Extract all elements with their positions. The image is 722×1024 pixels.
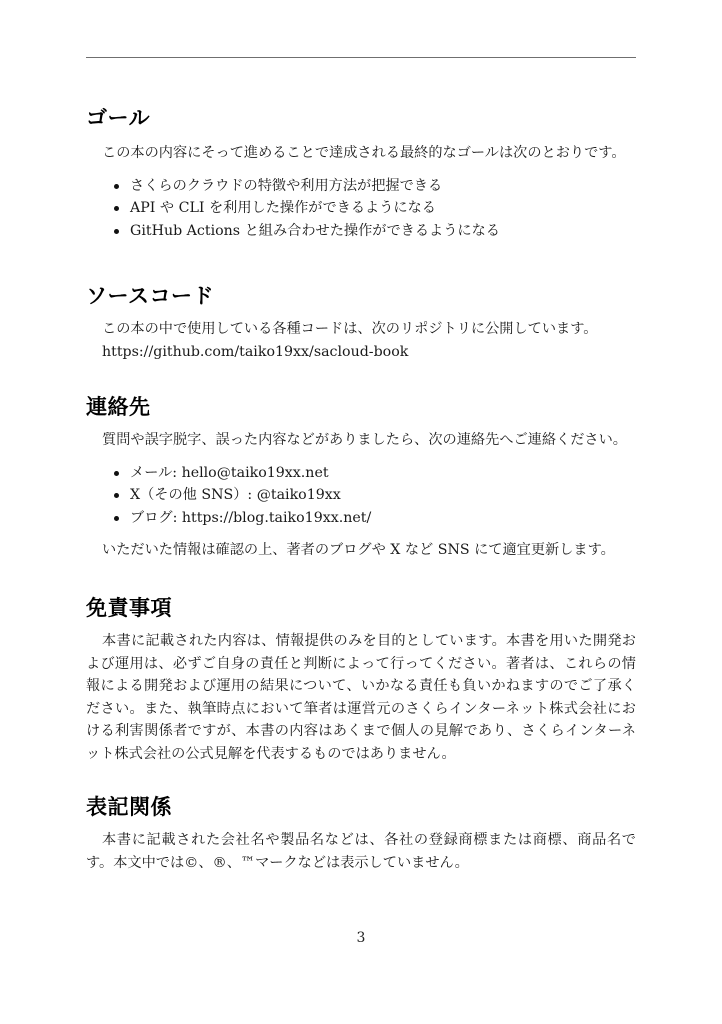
list-item-text: さくらのクラウドの特徴や利用方法が把握できる bbox=[130, 177, 443, 194]
bullet-icon bbox=[114, 184, 119, 189]
section-heading-goal: ゴール bbox=[86, 106, 151, 130]
list-item-text: GitHub Actions と組み合わせた操作ができるようになる bbox=[130, 222, 500, 239]
page-number: 3 bbox=[356, 930, 366, 946]
list-item-text: X（その他 SNS）: @taiko19xx bbox=[130, 487, 341, 504]
contact-outro: いただいた情報は確認の上、著者のブログや X など SNS にて適宜更新します。 bbox=[102, 542, 615, 559]
contact-x[interactable] bbox=[112, 484, 636, 507]
bullet-icon bbox=[114, 229, 119, 234]
disclaimer-body: 本書に記載された内容は、情報提供のみを目的としています。本書を用いた開発および運用は、必ずご自身の責任と判断によって行ってください。著者は、これらの情報による開発および運用の結果について、いかなる責任も負いかねますのでご了承ください。また、執筆時点において筆者は運営元のさくらインターネット株式会社における利害関係者ですが、本書の内容はあくまで個人の見解であり、さくらインターネット株式会社の公式見解を代表するものではありません。 bbox=[86, 633, 636, 762]
list-item-text: メール: hello@taiko19xx.net bbox=[130, 464, 329, 481]
bullet-icon bbox=[114, 516, 119, 521]
section-contact bbox=[86, 393, 636, 562]
section-goal bbox=[86, 104, 636, 242]
section-heading-source-code: ソースコード bbox=[86, 284, 214, 308]
bullet-icon bbox=[114, 493, 119, 498]
section-heading-notation: 表記関係 bbox=[86, 795, 172, 819]
section-source-code bbox=[86, 282, 636, 363]
header-rule bbox=[86, 57, 636, 58]
section-disclaimer bbox=[86, 594, 636, 766]
section-notation bbox=[86, 793, 636, 874]
source-code-intro: この本の中で使用している各種コードは、次のリポジトリに公開しています。 bbox=[102, 321, 598, 337]
section-heading-disclaimer: 免責事項 bbox=[86, 596, 172, 620]
contact-list bbox=[86, 462, 636, 530]
list-item bbox=[112, 220, 636, 243]
section-heading-contact: 連絡先 bbox=[86, 395, 151, 419]
goal-list bbox=[86, 175, 636, 243]
notation-body: 本書に記載された会社名や製品名などは、各社の登録商標または商標、商品名です。本文中では©、®、™マークなどは表示していません。 bbox=[86, 832, 636, 871]
contact-email[interactable] bbox=[112, 462, 636, 485]
contact-blog[interactable] bbox=[112, 507, 636, 530]
contact-intro: 質問や誤字脱字、誤った内容などがありましたら、次の連絡先へご連絡ください。 bbox=[102, 432, 627, 448]
list-item-text: ブログ: https://blog.taiko19xx.net/ bbox=[130, 509, 372, 526]
bullet-icon bbox=[114, 471, 119, 476]
goal-intro: この本の内容にそって進めることで達成される最終的なゴールは次のとおりです。 bbox=[102, 145, 626, 161]
list-item-text: API や CLI を利用した操作ができるようになる bbox=[130, 200, 436, 217]
list-item bbox=[112, 175, 636, 198]
bullet-icon bbox=[114, 206, 119, 211]
list-item bbox=[112, 197, 636, 220]
repository-link[interactable]: https://github.com/taiko19xx/sacloud-book bbox=[102, 343, 409, 360]
